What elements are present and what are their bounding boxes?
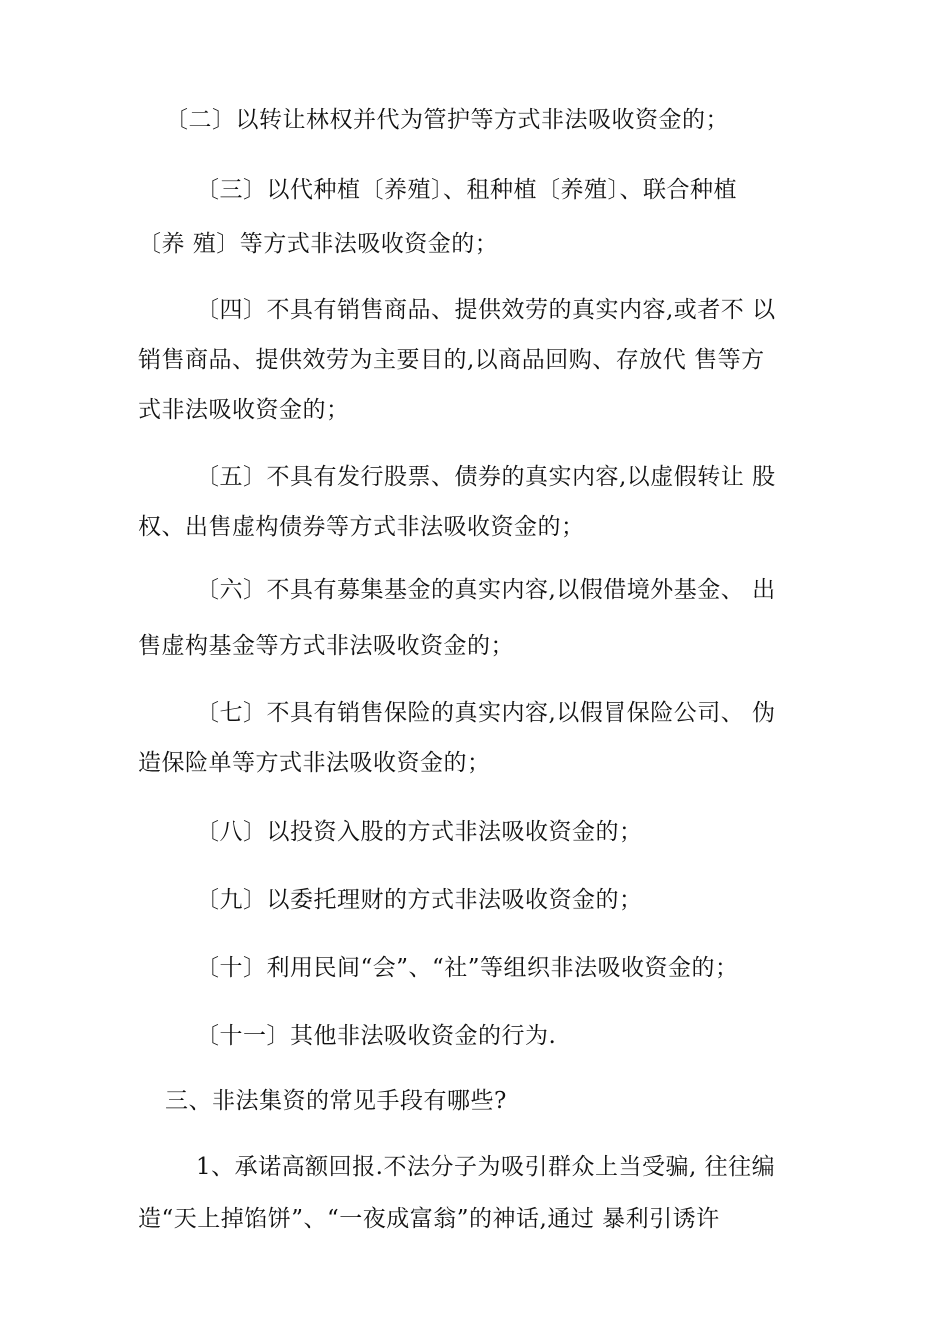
section-heading-3: 三、非法集资的常见手段有哪些?: [165, 1088, 507, 1114]
paragraph-item-10: 〔十〕利用民间“会”、“社”等组织非法吸收资金的；: [196, 955, 739, 981]
paragraph-point-1-line-2: 造“天上掉馅饼”、“一夜成富翁”的神话,通过 暴利引诱许: [138, 1206, 720, 1232]
paragraph-item-8: 〔八〕以投资入股的方式非法吸收资金的；: [196, 819, 643, 845]
paragraph-item-3-line-2: 〔养 殖〕等方式非法吸收资金的；: [138, 231, 499, 257]
paragraph-item-4-line-2: 销售商品、提供效劳为主要目的,以商品回购、存放代 售等方: [138, 347, 765, 373]
paragraph-item-6-line-1: 〔六〕不具有募集基金的真实内容,以假借境外基金、 出: [196, 577, 776, 603]
paragraph-item-7-line-2: 造保险单等方式非法吸收资金的；: [138, 750, 491, 776]
paragraph-item-2: 〔二〕以转让林权并代为管护等方式非法吸收资金的；: [165, 107, 729, 133]
paragraph-item-9: 〔九〕以委托理财的方式非法吸收资金的；: [196, 887, 643, 913]
paragraph-item-6-line-2: 售虚构基金等方式非法吸收资金的；: [138, 633, 514, 659]
paragraph-item-4-line-3: 式非法吸收资金的；: [138, 397, 350, 423]
paragraph-item-5-line-1: 〔五〕不具有发行股票、债券的真实内容,以虚假转让 股: [196, 464, 776, 490]
paragraph-item-4-line-1: 〔四〕不具有销售商品、提供效劳的真实内容,或者不 以: [196, 297, 776, 323]
paragraph-item-11: 〔十一〕其他非法吸收资金的行为.: [196, 1023, 557, 1049]
paragraph-item-5-line-2: 权、出售虚构债券等方式非法吸收资金的；: [138, 514, 585, 540]
paragraph-item-7-line-1: 〔七〕不具有销售保险的真实内容,以假冒保险公司、 伪: [196, 700, 776, 726]
paragraph-point-1-line-1: 1、承诺高额回报.不法分子为吸引群众上当受骗, 往往编: [196, 1154, 776, 1180]
paragraph-item-3-line-1: 〔三〕以代种植〔养殖〕、租种植〔养殖〕、联合种植: [196, 177, 737, 203]
